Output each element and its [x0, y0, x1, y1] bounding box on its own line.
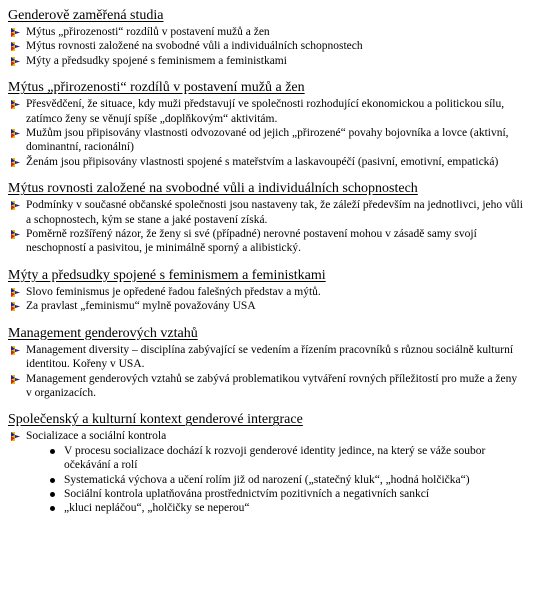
dot-bullet-icon — [50, 478, 55, 483]
bullet-list — [8, 285, 525, 314]
list-item-text: Mýtus rovnosti založené na svobodné vůli a individuálních schopnostech — [26, 40, 363, 53]
list-item — [8, 25, 525, 39]
list-item-text: Management genderových vztahů se zabývá problematikou vytváření rovných příležitostí pro muže a ženy v organizacích. — [26, 372, 518, 399]
arrow-bullet-icon — [10, 229, 21, 240]
section-myth-naturalness — [8, 80, 525, 169]
arrow-bullet-icon — [10, 287, 21, 298]
list-item — [8, 299, 525, 313]
bullet-list — [8, 97, 525, 169]
sub-list-item-text: „kluci nepláčou“, „holčičky se neperou“ — [64, 502, 250, 515]
arrow-bullet-icon — [10, 99, 21, 110]
bullet-list — [8, 198, 525, 256]
list-item-text: Management diversity – disciplína zabývající se vedením a řízením pracovníků s různou sociálně kulturní identitou. Kořeny v USA. — [26, 343, 514, 371]
arrow-bullet-icon — [10, 374, 21, 385]
section-heading: Mýtus „přirozenosti“ rozdílů v postavení mužů a žen — [8, 80, 305, 96]
sub-list-item-text: V procesu socializace dochází k rozvoji genderové identity jedince, na který se váže soubor očekávání a rolí — [64, 444, 486, 472]
list-item — [8, 227, 525, 256]
section-heading: Společenský a kulturní kontext genderové intergrace — [8, 412, 303, 428]
list-item — [8, 39, 525, 53]
section-social-context — [8, 412, 525, 515]
dot-bullet-icon — [50, 506, 55, 511]
arrow-bullet-icon — [10, 41, 21, 52]
list-item-text: Slovo feminismus je opředené řadou falešných představ a mýtů. — [26, 285, 321, 298]
list-item-text: Ženám jsou připisovány vlastnosti spojené s mateřstvím a laskavoupéčí (pasivní, emotivní, empatická) — [26, 155, 499, 168]
list-item-text: Socializace a sociální kontrola — [26, 430, 167, 443]
section-heading: Management genderových vztahů — [8, 325, 198, 341]
list-item — [8, 198, 525, 227]
list-item — [8, 97, 525, 126]
section-gender-studies — [8, 8, 525, 68]
list-item-text: Za pravlast „feminismu“ mylně považovány USA — [26, 300, 256, 313]
sub-list-item — [8, 501, 525, 515]
bullet-list — [8, 429, 525, 443]
list-item-text: Přesvědčení, že situace, kdy muži představují ve společnosti rozhodující ekonomickou a politickou sílu, zatímco ženy se věnují spíše „doplňkovým“ aktivitám. — [26, 98, 505, 125]
section-myth-equality — [8, 181, 525, 256]
list-item — [8, 155, 525, 169]
list-item-text: Mýty a předsudky spojené s feminismem a feministkami — [26, 54, 287, 67]
sub-list-item-text: Systematická výchova a učení rolím již od narození („statečný kluk“, „hodná holčička“) — [64, 473, 470, 486]
arrow-bullet-icon — [10, 157, 21, 168]
arrow-bullet-icon — [10, 431, 21, 442]
arrow-bullet-icon — [10, 56, 21, 67]
arrow-bullet-icon — [10, 200, 21, 211]
list-item-text: Mužům jsou připisovány vlastnosti odvozované od jejich „přirozené“ povahy bojovníka a lovce (aktivní, dominantní, racionální) — [26, 127, 509, 154]
dot-bullet-icon — [50, 449, 55, 454]
list-item — [8, 285, 525, 299]
section-heading: Genderově zaměřená studia — [8, 8, 164, 23]
section-myths-feminism — [8, 268, 525, 314]
bullet-list — [8, 25, 525, 68]
sub-list-item — [8, 487, 525, 501]
list-item — [8, 126, 525, 155]
sub-bullet-list — [8, 444, 525, 516]
section-heading: Mýtus rovnosti založené na svobodné vůli a individuálních schopnostech — [8, 181, 418, 197]
arrow-bullet-icon — [10, 301, 21, 312]
sub-list-item-text: Sociální kontrola uplatňována prostřednictvím pozitivních a negativních sankcí — [64, 487, 430, 500]
bullet-list — [8, 343, 525, 401]
list-item-text: Poměrně rozšířený názor, že ženy si své (případné) nerovné postavení mohou v zásadě samy svojí neschopností a pasivitou, je minimálně sporný a alibistický. — [26, 228, 477, 255]
arrow-bullet-icon — [10, 27, 21, 38]
arrow-bullet-icon — [10, 345, 21, 356]
sub-list-item — [8, 444, 525, 473]
list-item — [8, 372, 525, 401]
list-item-text: Mýtus „přirozenosti“ rozdílů v postavení mužů a žen — [26, 26, 270, 38]
arrow-bullet-icon — [10, 128, 21, 139]
list-item — [8, 343, 525, 372]
list-item — [8, 429, 525, 443]
section-heading: Mýty a předsudky spojené s feminismem a feministkami — [8, 267, 326, 283]
list-item — [8, 54, 525, 68]
dot-bullet-icon — [50, 492, 55, 497]
sub-list-item — [8, 473, 525, 487]
section-gender-management — [8, 326, 525, 401]
list-item-text: Podmínky v současné občanské společnosti jsou nastaveny tak, že záleží především na jednotlivci, jeho vůli a schopnostech, kým se stane a jaké postavení získá. — [26, 199, 523, 226]
